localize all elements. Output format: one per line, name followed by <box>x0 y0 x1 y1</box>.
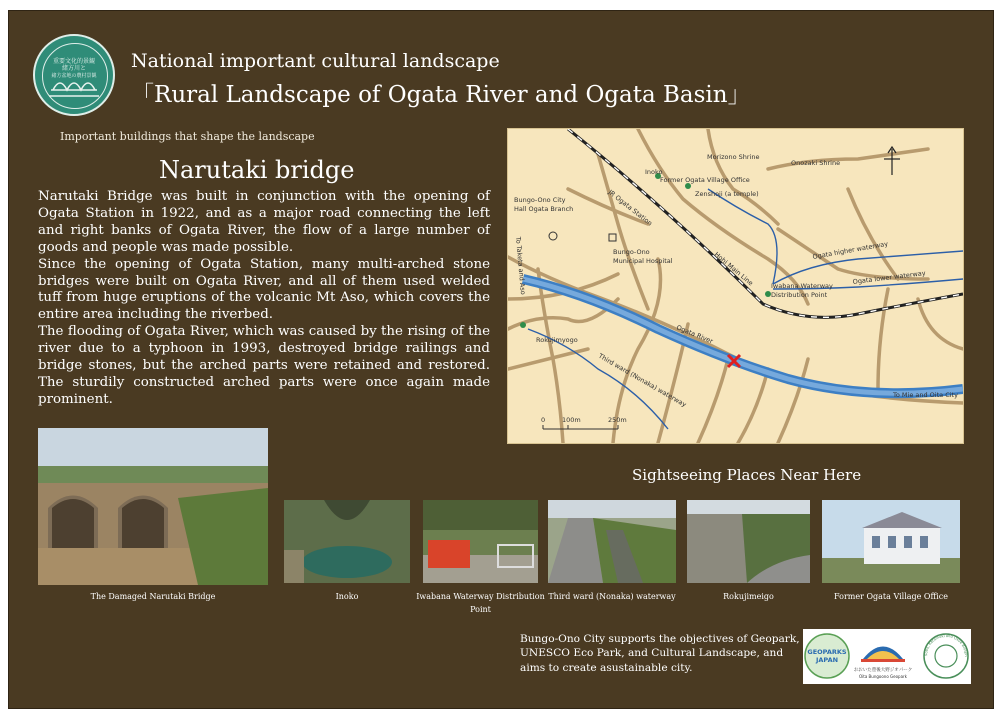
page-title: 「Rural Landscape of Ogata River and Ogata Basin」 <box>131 82 751 108</box>
map-scale <box>543 425 618 429</box>
map-marker-cityhall <box>549 232 557 240</box>
area-map <box>507 128 964 444</box>
section-subtitle: Important buildings that shape the landscape <box>60 130 315 143</box>
label-hospital-1: Bungo-Ono <box>613 248 650 256</box>
bridge-heading: Narutaki bridge <box>159 156 355 184</box>
paragraph-2: Since the opening of Ogata Station, many multi-arched stone bridges were built on Ogata River, and all of them used welded tuff from huge eruptions of the volcanic Mt Aso, which covers the entire area including the riverbed. <box>38 256 490 323</box>
paragraph-1: Narutaki Bridge was built in conjunction with the opening of Ogata Station in 1922, and as a major road connecting the left and right banks of Ogata River, the flow of a large number of goods and people was made possible. <box>38 189 490 255</box>
label-iwabana-1: Iwabana Waterway <box>771 282 833 290</box>
label-third-ward: Third ward (Nonaka) waterway <box>597 351 688 409</box>
geoparks-japan-logo <box>805 634 849 678</box>
header-kicker: National important cultural landscape <box>131 50 500 72</box>
paragraph-3: The flooding of Ogata River, which was caused by the rising of the river due to a typhoon in 1993, destroyed bridge railings and bridge stones, but the arched parts were retained and restored. The sturdily constructed arched parts were once again made prominent. <box>38 324 490 407</box>
support-statement: Bungo-Ono City supports the objectives of Geopark, UNESCO Eco Park, and Cultural Landscape, and aims to create asustainable city. <box>520 633 800 674</box>
label-morizono: Morizono Shrine <box>707 153 760 161</box>
caption-former-office: Former Ogata Village Office <box>834 592 948 601</box>
label-to-taketa: To Taketa and Aso <box>514 236 528 295</box>
scale-label-0: 0 <box>541 416 546 424</box>
map-marker-hospital <box>609 234 616 241</box>
seal-text-1: 重要文化的景観 <box>52 58 96 65</box>
logo-oita-jp: おおいた豊後大野ジオパーク <box>853 668 913 673</box>
map-marker-rokujimyogo <box>520 322 526 328</box>
photo-inoko <box>284 500 410 583</box>
logo-oita-en: Oita Bungoono Geopark <box>858 674 908 679</box>
label-river: Ogata River <box>675 323 715 346</box>
label-inoko: Inoko <box>645 168 663 176</box>
label-lower-waterway: Ogata lower waterway <box>852 269 927 286</box>
caption-rokujimeigo: Rokujimeigo <box>723 592 774 601</box>
label-jr-station: JR Ogata Station <box>606 188 654 228</box>
label-to-mie: To Mie and Oita City <box>893 391 958 399</box>
label-rokujimyogo: Rokujimyogo <box>536 336 578 344</box>
seal-text-3: 緒方盆地の農村景観 <box>51 73 97 79</box>
label-hospital-2: Municipal Hospital <box>613 257 673 265</box>
label-cityhall-1: Bungo-Ono City <box>514 196 566 204</box>
sightseeing-title: Sightseeing Places Near Here <box>632 466 862 484</box>
seal-text-2: 緒方川と <box>61 65 87 72</box>
label-onozaki: Onozaki Shrine <box>791 159 841 167</box>
logo-bio-ring: Sobo, Katamuki and Okue Biosph <box>923 633 969 657</box>
north-arrow-icon <box>884 147 900 175</box>
photo-iwabana <box>423 500 538 583</box>
photo-former-office <box>822 500 960 583</box>
caption-damaged-bridge: The Damaged Narutaki Bridge <box>90 592 216 601</box>
ogata-river <box>523 279 963 393</box>
cultural-landscape-seal <box>33 34 115 116</box>
photo-damaged-bridge <box>38 428 268 585</box>
photo-third-ward <box>548 500 676 583</box>
label-iwabana-2: Distribution Point <box>771 291 828 299</box>
label-higher-waterway: Ogata higher waterway <box>811 239 889 261</box>
oita-bungoono-geopark-logo <box>854 647 912 680</box>
partner-logos <box>803 629 971 684</box>
label-hohi-line: Hohi Main Line <box>712 250 755 288</box>
caption-inoko: Inoko <box>335 592 359 601</box>
caption-iwabana: Iwabana Waterway Distribution Point <box>416 592 545 614</box>
scale-label-100: 100m <box>562 416 581 424</box>
logo-geoparks-1: GEOPARKS <box>807 648 847 656</box>
scale-label-250: 250m <box>608 416 627 424</box>
label-office: Former Ogata Village Office <box>660 176 750 184</box>
photo-rokujimeigo <box>687 500 810 583</box>
logo-geoparks-2: JAPAN <box>815 656 839 664</box>
label-zenshoji: Zenshoji (a temple) <box>695 190 759 198</box>
label-cityhall-2: Hall Ogata Branch <box>514 205 574 213</box>
caption-third-ward: Third ward (Nonaka) waterway <box>548 592 676 601</box>
description-text <box>38 189 490 409</box>
